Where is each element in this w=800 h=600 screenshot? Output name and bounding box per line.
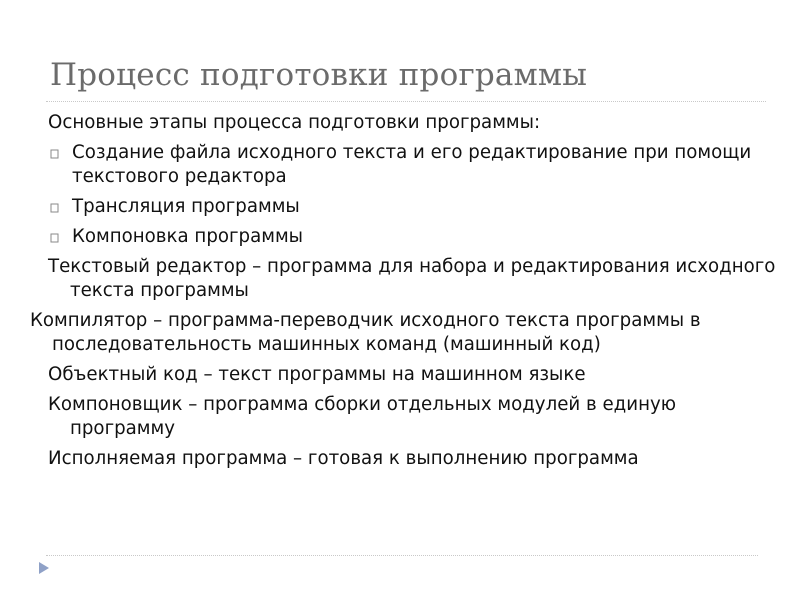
definition-text-editor: Текстовый редактор – программа для набора и редактирования исходного текста программы xyxy=(48,256,776,301)
slide-title: Процесс подготовки программы xyxy=(50,57,588,93)
title-divider xyxy=(46,101,766,102)
bullet-text: Создание файла исходного текста и его редактирование при помощи текстового редактора xyxy=(72,142,752,187)
empty-square-icon xyxy=(48,195,62,219)
slide-content xyxy=(30,111,783,477)
footer-divider xyxy=(46,555,758,556)
definition-compiler: Компилятор – программа-переводчик исходного текста программы в последовательность машинных команд (машинный код) xyxy=(30,310,701,355)
bullet-item xyxy=(48,225,783,249)
empty-square-icon xyxy=(48,141,62,165)
definition-object-code: Объектный код – текст программы на машинном языке xyxy=(48,364,586,385)
intro-text: Основные этапы процесса подготовки программы: xyxy=(48,112,541,133)
bullet-text: Трансляция программы xyxy=(72,196,300,217)
definition-linker: Компоновщик – программа сборки отдельных модулей в единую программу xyxy=(48,394,677,439)
bullet-item xyxy=(48,195,783,219)
bullet-item xyxy=(48,141,783,189)
empty-square-icon xyxy=(48,225,62,249)
triangle-right-icon xyxy=(37,560,51,576)
definition-executable: Исполняемая программа – готовая к выполнению программа xyxy=(48,448,639,469)
bullet-text: Компоновка программы xyxy=(72,226,304,247)
